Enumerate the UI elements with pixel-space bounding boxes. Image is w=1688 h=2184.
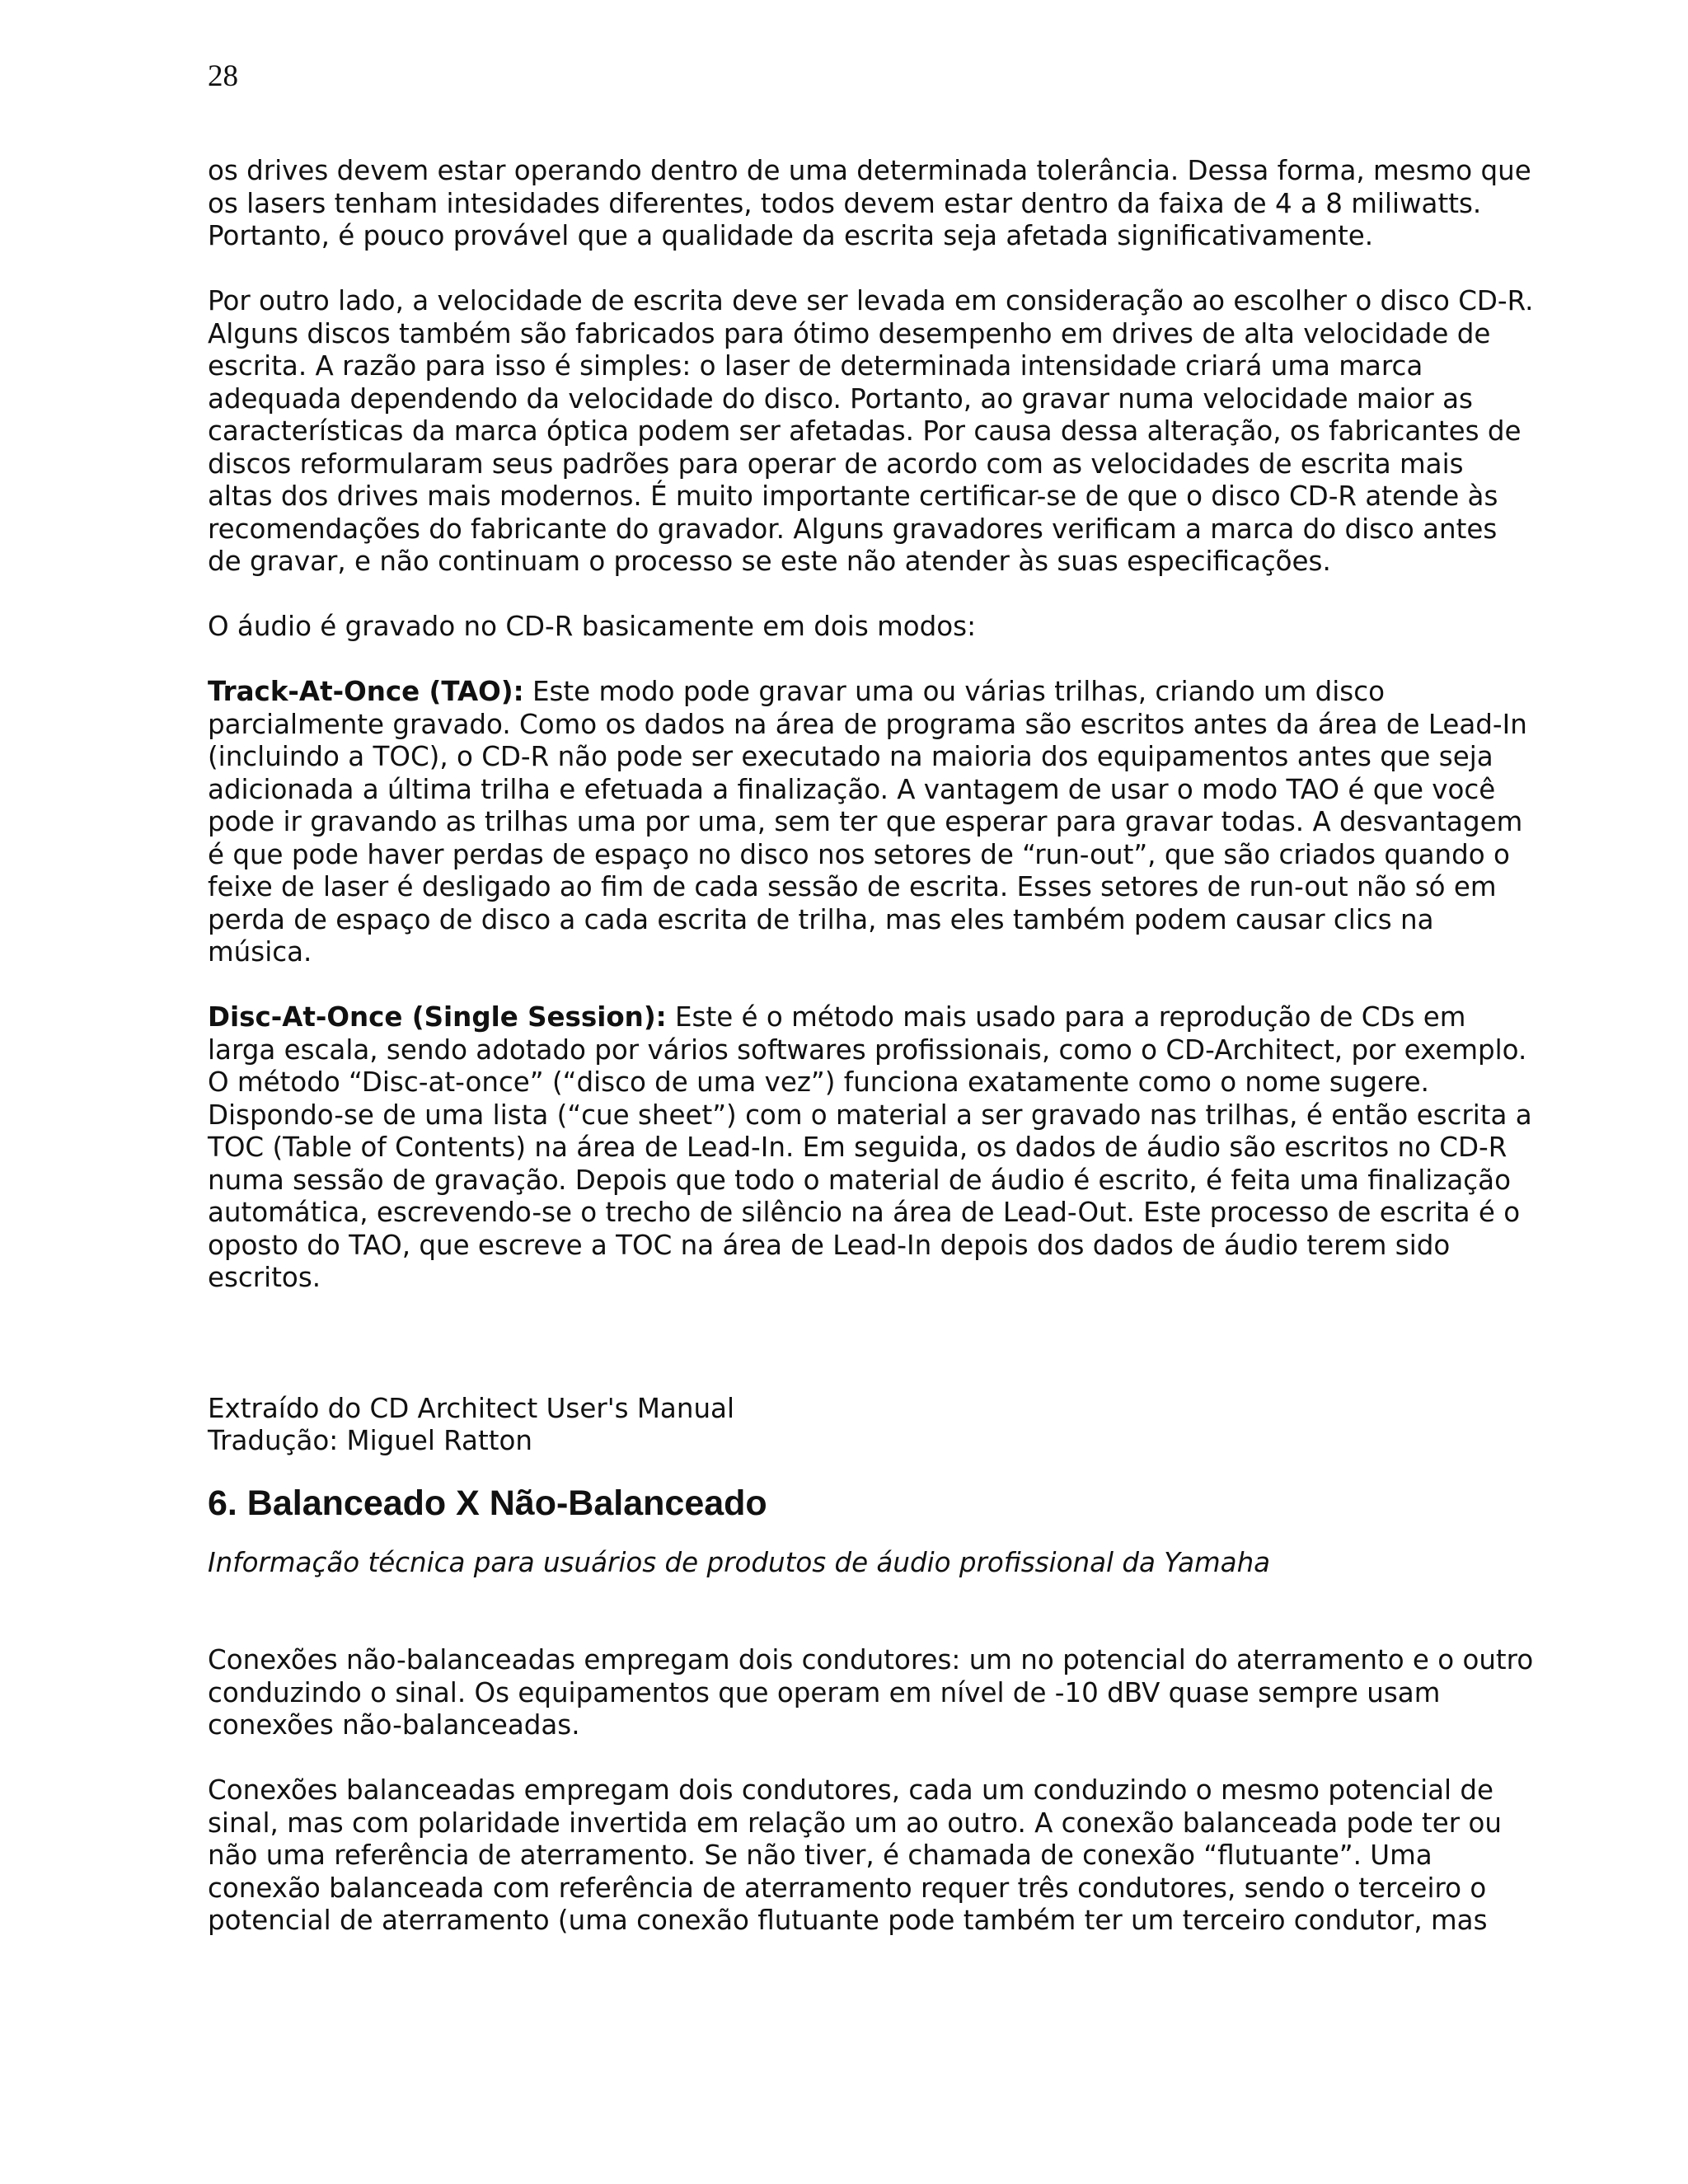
paragraph-track-at-once xyxy=(208,676,1535,969)
paragraph-disc-at-once xyxy=(208,1001,1535,1295)
spacer xyxy=(208,1295,1535,1393)
disc-at-once-description: Este é o método mais usado para a reprodução de CDs em larga escala, sendo adotado por vários softwares profissionais, como o CD-Architect, por exemplo. O método “Disc-at-once” (“disco de uma vez”) funciona exatamente como o nome sugere. Dispondo-se de uma lista (“cue sheet”) com o material a ser gravado nas trilhas, é então escrita a TOC (Table of Contents) na área de Lead-In. Em seguida, os dados de áudio são escritos no CD-R numa sessão de gravação. Depois que todo o material de áudio é escrito, é feita uma finalização automática, escrevendo-se o trecho de silêncio na área de Lead-Out. Este processo de escrita é o oposto do TAO, que escreve a TOC na área de Lead-In depois dos dados de áudio terem sido escritos. xyxy=(208,1001,1532,1293)
paragraph-recording-modes: O áudio é gravado no CD-R basicamente em dois modos: xyxy=(208,611,977,642)
paragraph-balanced: Conexões balanceadas empregam dois condutores, cada um conduzindo o mesmo potencial de sinal, mas com polaridade invertida em relação um ao outro. A conexão balanceada pode ter ou não uma referência de aterramento. Se não tiver, é chamada de conexão “flutuante”. Uma conexão balanceada com referência de aterramento requer três condutores, sendo o terceiro o potencial de aterramento (uma conexão flutuante pode também ter um terceiro condutor, mas xyxy=(208,1774,1502,1936)
page-number: 28 xyxy=(208,59,238,93)
section-subtitle: Informação técnica para usuários de produtos de áudio profissional da Yamaha xyxy=(208,1546,1271,1578)
section-heading: 6. Balanceado X Não-Balanceado xyxy=(208,1483,767,1523)
document-body xyxy=(208,155,1535,1938)
paragraph-laser-tolerance: os drives devem estar operando dentro de uma determinada tolerância. Dessa forma, mesmo que os lasers tenham intesidades diferentes, todos devem estar dentro da faixa de 4 a 8 miliwatts. Portanto, é pouco provável que a qualidade da escrita seja afetada significativamente. xyxy=(208,155,1531,251)
credit-translation: Tradução: Miguel Ratton xyxy=(208,1425,532,1456)
term-track-at-once: Track-At-Once (TAO): xyxy=(208,676,524,707)
track-at-once-description: Este modo pode gravar uma ou várias trilhas, criando um disco parcialmente gravado. Como os dados na área de programa são escritos antes da área de Lead-In (incluindo a TOC), o CD-R não pode ser executado na maioria dos equipamentos antes que seja adicionada a última trilha e efetuada a finalização. A vantagem de usar o modo TAO é que você pode ir gravando as trilhas uma por uma, sem ter que esperar para gravar todas. A desvantagem é que pode haver perdas de espaço no disco nos setores de “run-out”, que são criados quando o feixe de laser é desligado ao fim de cada sessão de escrita. Esses setores de run-out não só em perda de espaço de disco a cada escrita de trilha, mas eles também podem causar clics na música. xyxy=(208,676,1527,968)
paragraph-unbalanced: Conexões não-balanceadas empregam dois condutores: um no potencial do aterramento e o outro conduzindo o sinal. Os equipamentos que operam em nível de -10 dBV quase sempre usam conexões não-balanceadas. xyxy=(208,1644,1534,1741)
paragraph-write-speed: Por outro lado, a velocidade de escrita deve ser levada em consideração ao escolher o disco CD-R. Alguns discos também são fabricados para ótimo desempenho em drives de alta velocidade de escrita. A razão para isso é simples: o laser de determinada intensidade criará uma marca adequada dependendo da velocidade do disco. Portanto, ao gravar numa velocidade maior as características da marca óptica podem ser afetadas. Por causa dessa alteração, os fabricantes de discos reformularam seus padrões para operar de acordo com as velocidades de escrita mais altas dos drives mais modernos. É muito importante certificar-se de que o disco CD-R atende às recomendações do fabricante do gravador. Alguns gravadores verificam a marca do disco antes de gravar, e não continuam o processo se este não atender às suas especificações. xyxy=(208,285,1534,577)
term-disc-at-once: Disc-At-Once (Single Session): xyxy=(208,1001,667,1033)
credit-source: Extraído do CD Architect User's Manual xyxy=(208,1392,734,1424)
